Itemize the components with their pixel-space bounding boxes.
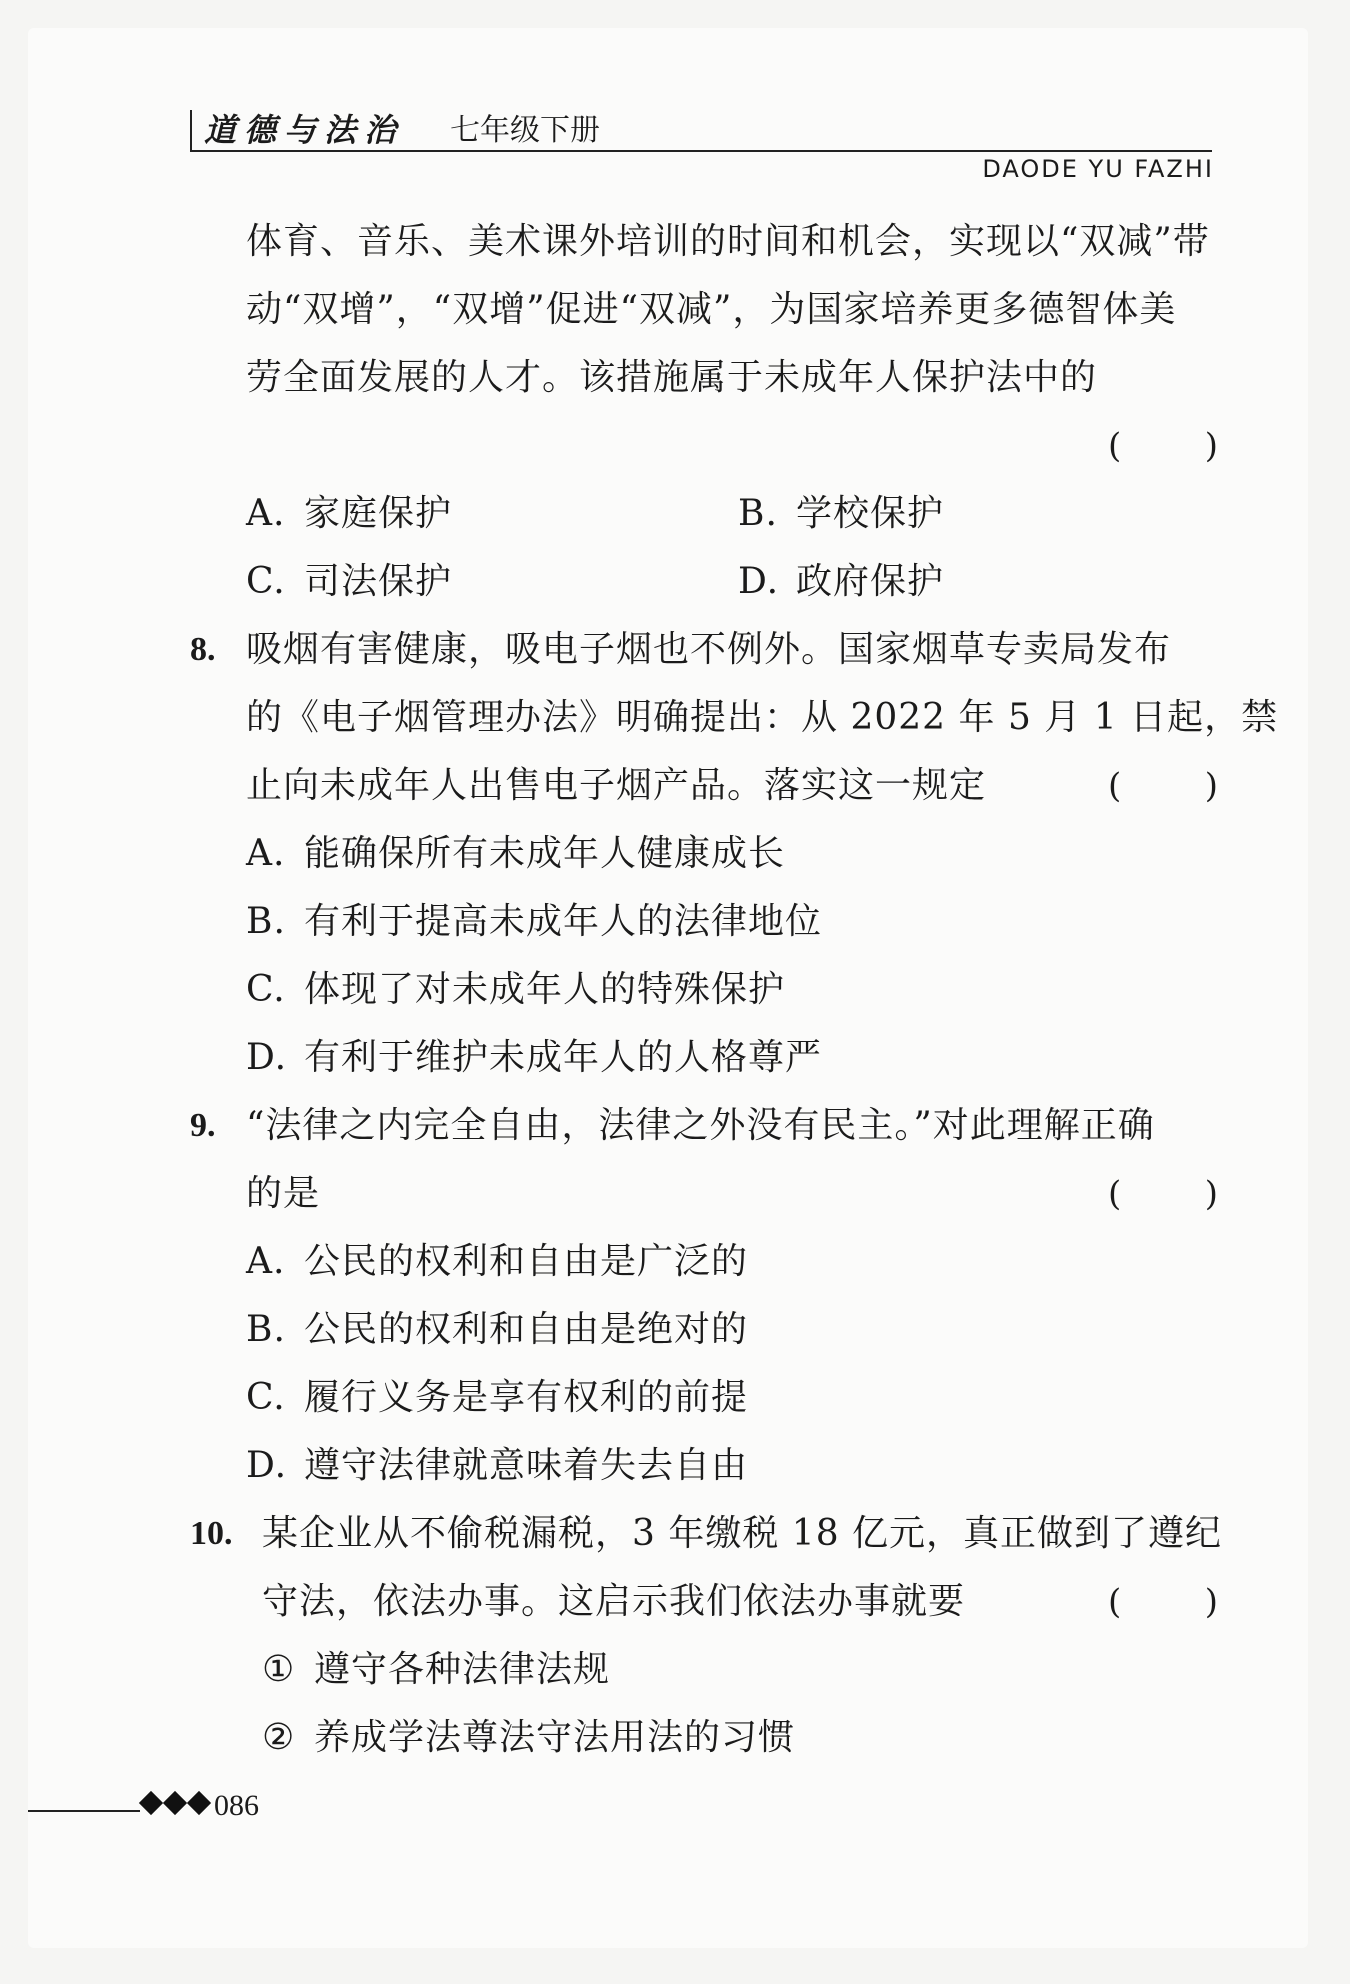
q10-number: 10. [190,1515,233,1552]
option-text: 体现了对未成年人的特殊保护 [304,969,786,1010]
q10-line-2: 守法，依法办事。这启示我们依法办事就要 [262,1581,966,1622]
q9-option-a[interactable] [246,1239,748,1285]
paren-close: ) [1204,1582,1218,1622]
option-text: 家庭保护 [304,493,453,534]
page-number: 086 [214,1789,259,1822]
q7-option-a[interactable] [246,491,452,537]
q10-line-1: 某企业从不偷税漏税，3 年缴税 18 亿元，真正做到了遵纪 [262,1513,1223,1554]
q9-line-1: “法律之内完全自由，法律之外没有民主。”对此理解正确 [246,1105,1155,1146]
q8-line-1: 吸烟有害健康，吸电子烟也不例外。国家烟草专卖局发布 [246,629,1172,670]
diamond-icon [139,1791,163,1815]
option-text: 学校保护 [796,493,945,534]
q9-number: 9. [190,1107,216,1144]
paren-close: ) [1204,426,1218,466]
q8-option-a[interactable] [246,831,785,877]
q10-item-1 [262,1647,610,1693]
q8-line-3: 止向未成年人出售电子烟产品。落实这一规定 [246,765,987,806]
q8-answer-blank[interactable] [1108,763,1218,809]
diamond-icon [163,1791,187,1815]
footer-rule [28,1810,140,1812]
header-divider [190,110,192,150]
q9-option-b[interactable] [246,1307,748,1353]
option-text: 有利于维护未成年人的人格尊严 [304,1037,823,1078]
grade-label: 七年级下册 [450,113,600,148]
item-marker: ① [262,1649,296,1690]
option-text: 履行义务是享有权利的前提 [304,1377,749,1418]
q7-option-c[interactable] [246,559,452,605]
paren-open: ( [1108,766,1122,806]
q9-answer-blank[interactable] [1108,1171,1218,1217]
q8-line-2: 的《电子烟管理办法》明确提出：从 2022 年 5 月 1 日起，禁 [246,697,1279,738]
option-letter: B. [738,493,778,534]
paren-open: ( [1108,1174,1122,1214]
option-text: 能确保所有未成年人健康成长 [304,833,786,874]
paren-open: ( [1108,426,1122,466]
q7-line-3: 劳全面发展的人才。该措施属于未成年人保护法中的 [246,357,1098,398]
option-text: 公民的权利和自由是绝对的 [304,1309,749,1350]
q8-option-c[interactable] [246,967,785,1013]
diamond-icon [187,1791,211,1815]
paren-open: ( [1108,1582,1122,1622]
series-title: 道德与法治 [204,111,405,149]
option-text: 司法保护 [304,561,453,602]
item-text: 养成学法尊法守法用法的习惯 [314,1717,796,1758]
header-subtitle: DAODE YU FAZHI [982,155,1214,183]
q10-item-2 [262,1715,795,1761]
option-letter: C. [246,561,286,602]
item-text: 遵守各种法律法规 [314,1649,611,1690]
q7-option-b[interactable] [738,491,944,537]
option-letter: D. [246,1037,288,1078]
option-text: 遵守法律就意味着失去自由 [304,1445,749,1486]
q7-answer-blank[interactable] [1108,423,1218,469]
option-text: 公民的权利和自由是广泛的 [304,1241,749,1282]
running-header [190,106,1210,154]
paren-close: ) [1204,766,1218,806]
header-rule [190,150,1212,152]
option-text: 有利于提高未成年人的法律地位 [304,901,823,942]
option-letter: A. [246,493,286,534]
q8-option-b[interactable] [246,899,822,945]
item-marker: ② [262,1717,296,1758]
q9-option-d[interactable] [246,1443,748,1489]
option-letter: C. [246,969,286,1010]
option-letter: D. [738,561,780,602]
option-text: 政府保护 [796,561,945,602]
option-letter: B. [246,901,286,942]
footer-ornament [140,1792,212,1814]
option-letter: A. [246,833,286,874]
q8-number: 8. [190,631,216,668]
q9-line-2: 的是 [246,1173,321,1214]
q10-answer-blank[interactable] [1108,1579,1218,1625]
q8-option-d[interactable] [246,1035,822,1081]
paren-close: ) [1204,1174,1218,1214]
q7-line-2: 动“双增”，“双增”促进“双减”，为国家培养更多德智体美 [246,289,1177,330]
option-letter: B. [246,1309,286,1350]
q7-option-d[interactable] [738,559,944,605]
option-letter: D. [246,1445,288,1486]
q9-option-c[interactable] [246,1375,748,1421]
option-letter: A. [246,1241,286,1282]
q7-line-1: 体育、音乐、美术课外培训的时间和机会，实现以“双减”带 [246,221,1210,262]
option-letter: C. [246,1377,286,1418]
